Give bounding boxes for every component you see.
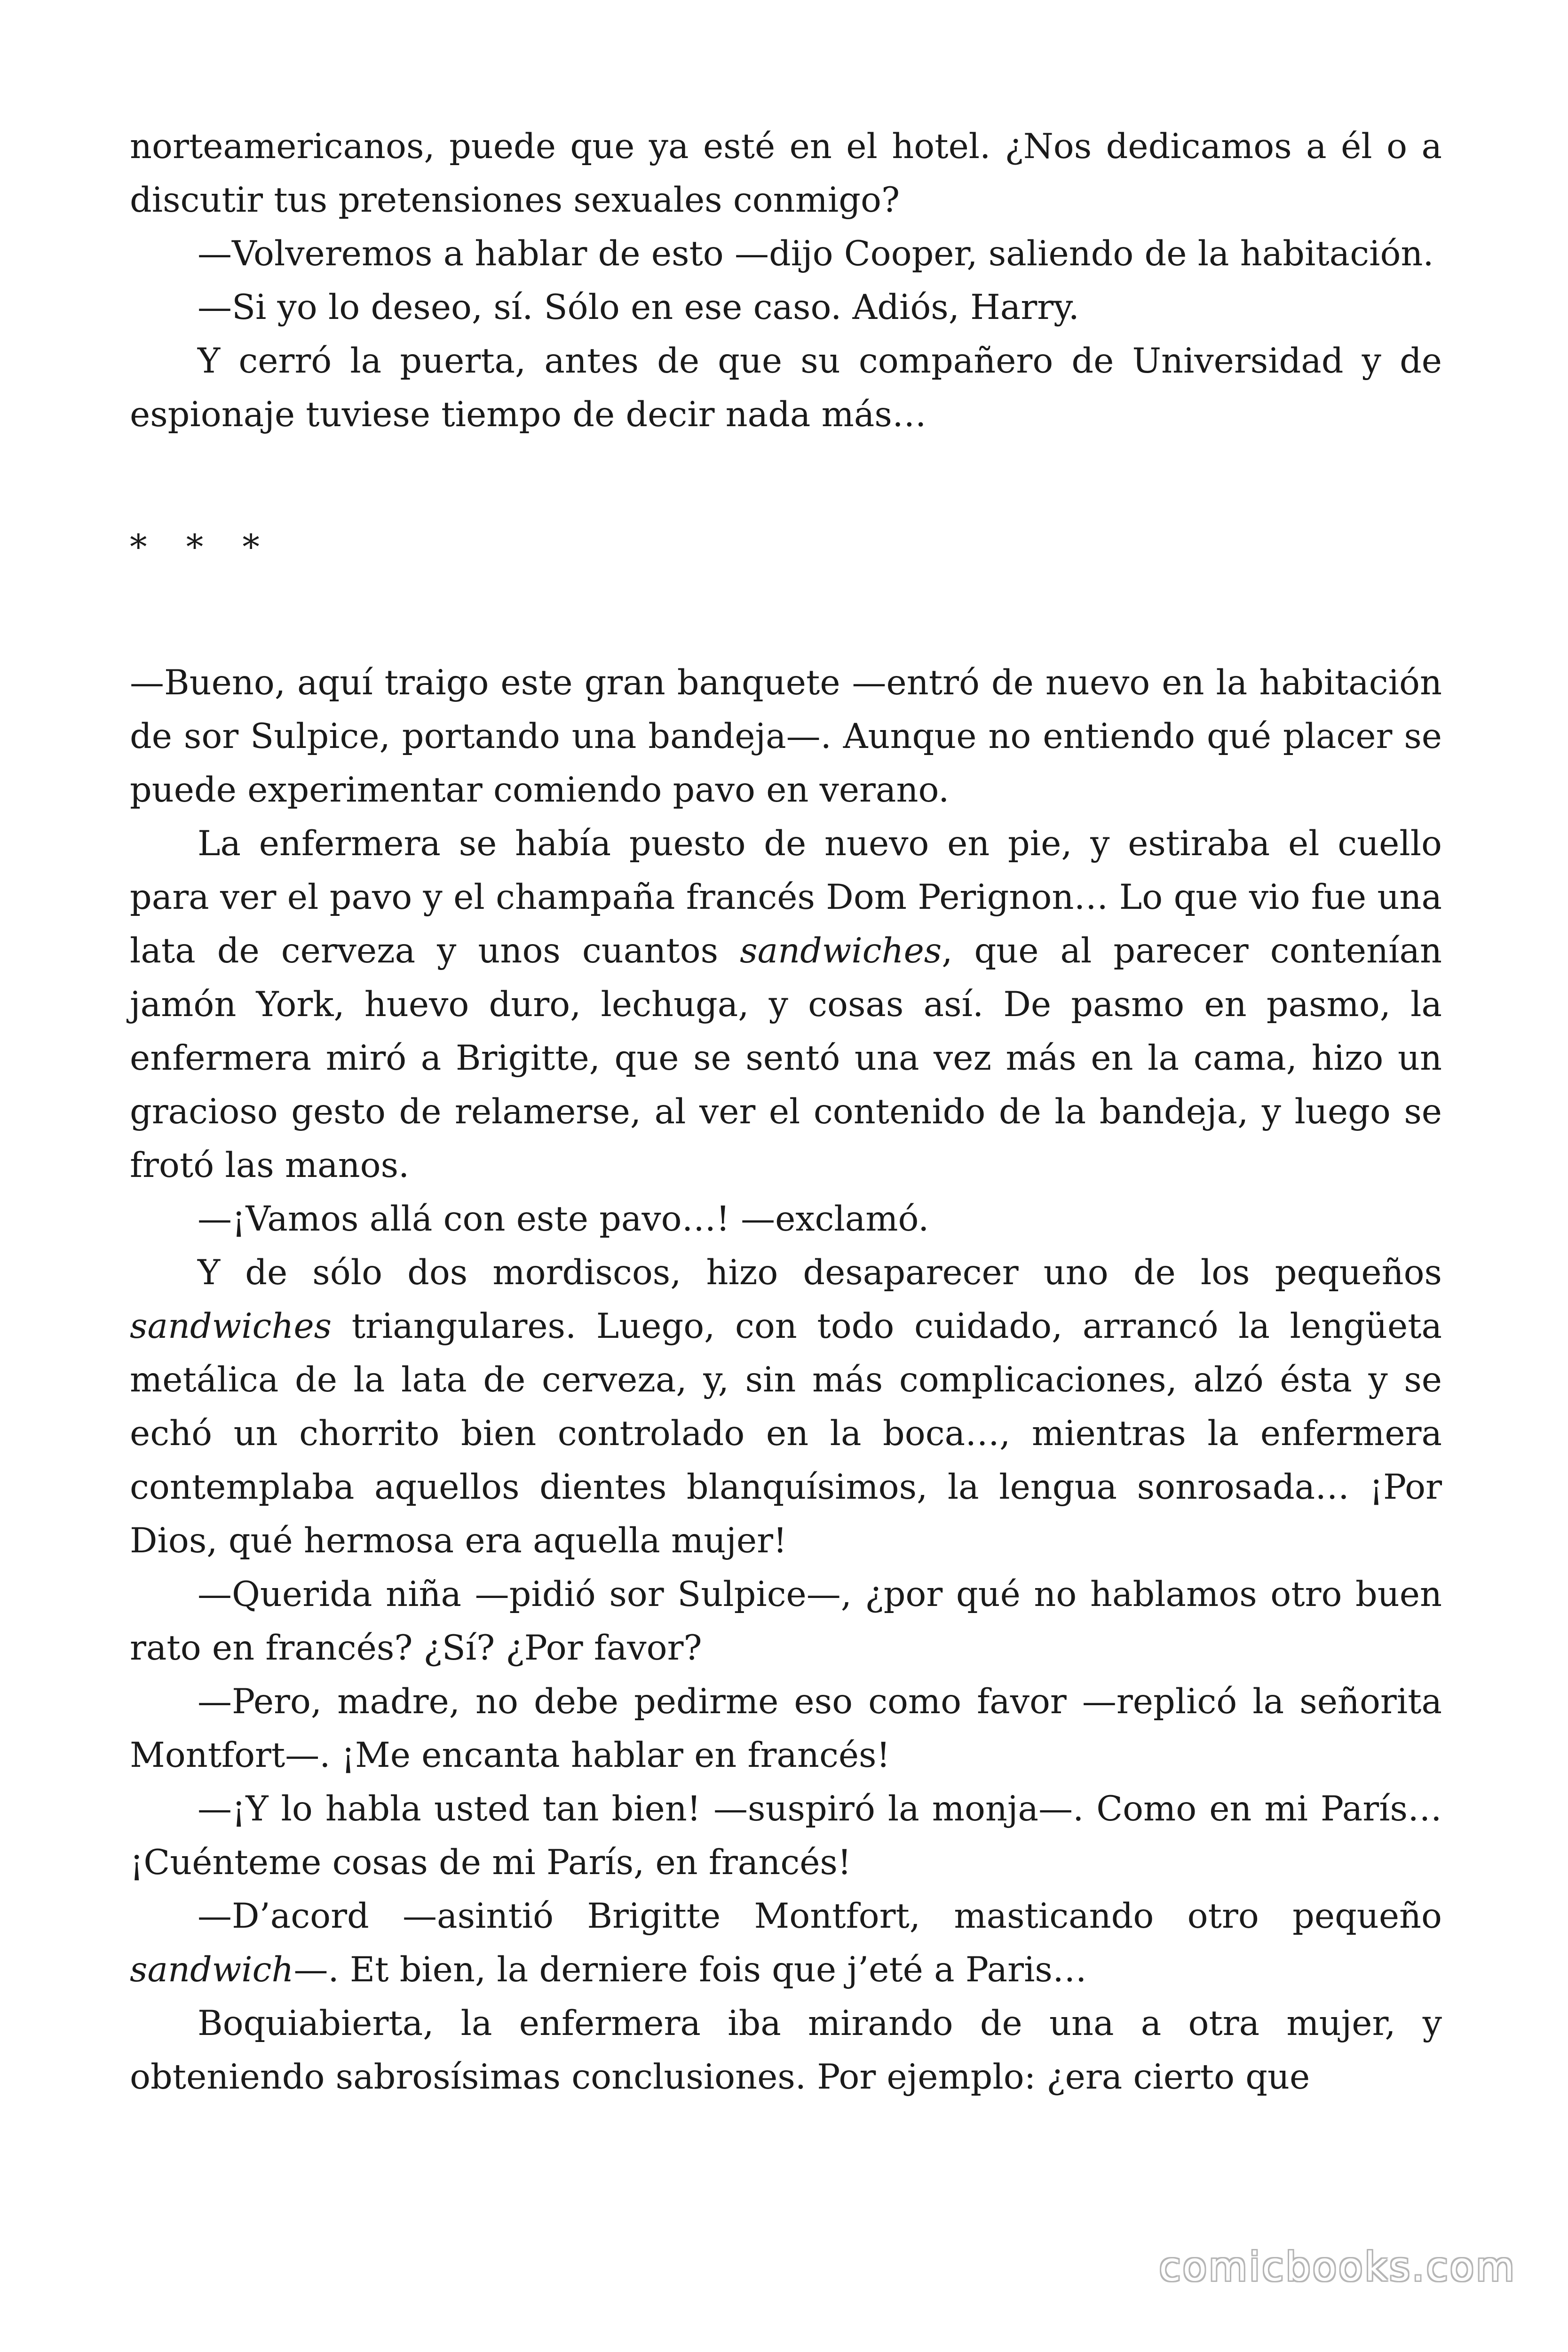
italic-text: sandwiches xyxy=(130,1306,332,1346)
text-segment: norteamericanos, puede que ya esté en el hotel. ¿Nos dedicamos a él o a discutir tus pretensiones sexuales conmigo? xyxy=(130,127,1442,220)
text-segment: —. Et bien, la derniere fois que j’eté a Paris… xyxy=(293,1950,1087,1990)
text-segment: Boquiabierta, la enfermera iba mirando de una a otra mujer, y obteniendo sabrosísimas conclusiones. Por ejemplo: ¿era cierto que xyxy=(130,2003,1442,2097)
paragraph xyxy=(130,1568,1442,1675)
text-segment: Y cerró la puerta, antes de que su compañero de Universidad y de espionaje tuviese tiempo de decir nada más… xyxy=(130,341,1442,435)
paragraph xyxy=(130,1675,1442,1782)
text-segment: La enfermera se había puesto de nuevo en pie, y estiraba el cuello para ver el pavo y el champaña francés Dom Perignon… Lo que vio fue una lata de cerveza y unos cuantos xyxy=(130,824,1442,971)
italic-text: sandwiches xyxy=(740,931,942,971)
paragraph xyxy=(130,281,1442,334)
text-segment: , que al parecer contenían jamón York, huevo duro, lechuga, y cosas así. De pasmo en pasmo, la enfermera miró a Brigitte, que se sentó una vez más en la cama, hizo un gracioso gesto de relamerse, al ver el contenido de la bandeja, y luego se frotó las manos. xyxy=(130,931,1442,1185)
paragraph xyxy=(130,227,1442,281)
paragraph xyxy=(130,334,1442,442)
paragraph xyxy=(130,1782,1442,1890)
paragraph xyxy=(130,1192,1442,1246)
text-segment: —Querida niña —pidió sor Sulpice—, ¿por qué no hablamos otro buen rato en francés? ¿Sí? ¿Por favor? xyxy=(130,1574,1442,1668)
text-segment: Y de sólo dos mordiscos, hizo desaparecer uno de los pequeños xyxy=(198,1253,1442,1293)
text-segment: —Pero, madre, no debe pedirme eso como favor —replicó la señorita Montfort—. ¡Me encanta hablar en francés! xyxy=(130,1682,1442,1775)
text-column xyxy=(130,120,1442,2104)
text-segment: —Volveremos a hablar de esto —dijo Cooper, saliendo de la habitación. xyxy=(198,234,1434,274)
text-segment: —¡Y lo habla usted tan bien! —suspiró la monja—. Como en mi París… ¡Cuénteme cosas de mi París, en francés! xyxy=(130,1789,1442,1883)
paragraph xyxy=(130,1890,1442,1997)
text-segment: —D’acord —asintió Brigitte Montfort, masticando otro pequeño xyxy=(198,1896,1442,1936)
text-segment: —¡Vamos allá con este pavo…! —exclamó. xyxy=(198,1199,929,1239)
paragraphs-before-break xyxy=(130,120,1442,442)
text-segment: triangulares. Luego, con todo cuidado, arrancó la lengüeta metálica de la lata de cerveza, y, sin más complicaciones, alzó ésta y se echó un chorrito bien controlado en la boca…, mientras la enfermera contemplaba aquellos dientes blanquísimos, la lengua sonrosada… ¡Por Dios, qué hermosa era aquella mujer! xyxy=(130,1306,1442,1561)
paragraph xyxy=(130,1997,1442,2104)
paragraph xyxy=(130,120,1442,227)
section-break xyxy=(130,442,1442,656)
text-segment: —Bueno, aquí traigo este gran banquete —entró de nuevo en la habitación de sor Sulpice, portando una bandeja—. Aunque no entiendo qué placer se puede experimentar comiendo pavo en verano. xyxy=(130,663,1442,810)
paragraph xyxy=(130,817,1442,1192)
text-segment: —Si yo lo deseo, sí. Sólo en ese caso. Adiós, Harry. xyxy=(198,287,1079,327)
italic-text: sandwich xyxy=(130,1950,294,1990)
section-break-asterisks: * * * xyxy=(130,527,274,567)
watermark-logo: comicbooks.com xyxy=(1159,2244,1516,2290)
paragraph xyxy=(130,656,1442,817)
paragraphs-after-break xyxy=(130,656,1442,2104)
paragraph xyxy=(130,1246,1442,1568)
